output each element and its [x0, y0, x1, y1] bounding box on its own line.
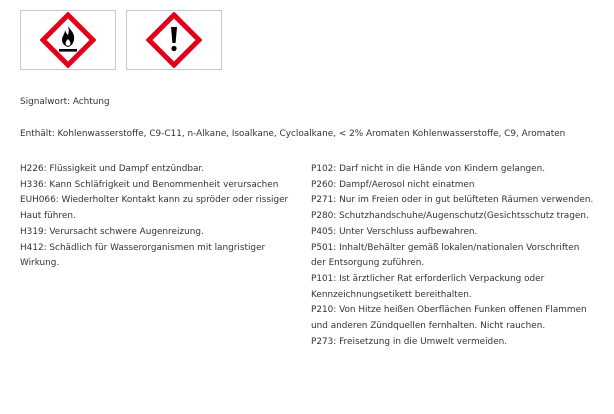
- hazard-statement: H319: Verursacht schwere Augenreizung.: [20, 226, 204, 237]
- precautionary-statement: P273: Freisetzung in die Umwelt vermeiden.: [311, 336, 508, 347]
- precautionary-statements-list: [311, 162, 596, 350]
- flame-icon: [40, 12, 96, 68]
- ghs-pictograms: [20, 10, 222, 70]
- exclamation-mark-icon: [146, 12, 202, 68]
- hazard-statements-list: [20, 162, 302, 272]
- precautionary-statement: P501: Inhalt/Behälter gemäß lokalen/nationalen Vorschriften der Entsorgung zuführen.: [311, 242, 580, 269]
- precautionary-statement: P405: Unter Verschluss aufbewahren.: [311, 226, 478, 237]
- contains-line: Enthält: Kohlenwasserstoffe, C9-C11, n-Alkane, Isoalkane, Cycloalkane, < 2% Aromaten Kohlenwasserstoffe, C9, Aromaten: [20, 129, 566, 139]
- hazard-statement: H412: Schädlich für Wasserorganismen mit langristiger Wirkung.: [20, 242, 266, 269]
- signal-word: Signalwort: Achtung: [20, 97, 110, 107]
- hazard-statement: H336: Kann Schläfrigkeit und Benommenheit verursachen: [20, 179, 279, 190]
- precautionary-statement: P271: Nur im Freien oder in gut belüfteten Räumen verwenden.: [311, 195, 594, 206]
- precautionary-statement: P280: Schutzhandschuhe/Augenschutz(Gesichtsschutz tragen.: [311, 211, 589, 222]
- hazard-statement: H226: Flüssigkeit und Dampf entzündbar.: [20, 164, 205, 174]
- ghs-pictogram-flammable: [20, 10, 116, 70]
- precautionary-statement: P102: Darf nicht in die Hände von Kindern gelangen.: [311, 164, 546, 174]
- ghs-pictogram-exclamation: [126, 10, 222, 70]
- hazard-statement: EUH066: Wiederholter Kontakt kann zu spröder oder rissiger Haut führen.: [20, 195, 289, 222]
- precautionary-statement: P260: Dampf/Aerosol nicht einatmen: [311, 179, 475, 190]
- precautionary-statement: P210: Von Hitze heißen Oberflächen Funken offenen Flammen und anderen Zündquellen fernhalten. Nicht rauchen.: [311, 305, 587, 332]
- precautionary-statement: P101: Ist ärztlicher Rat erforderlich Verpackung oder Kennzeichnungsetikett bereithalten.: [311, 273, 545, 300]
